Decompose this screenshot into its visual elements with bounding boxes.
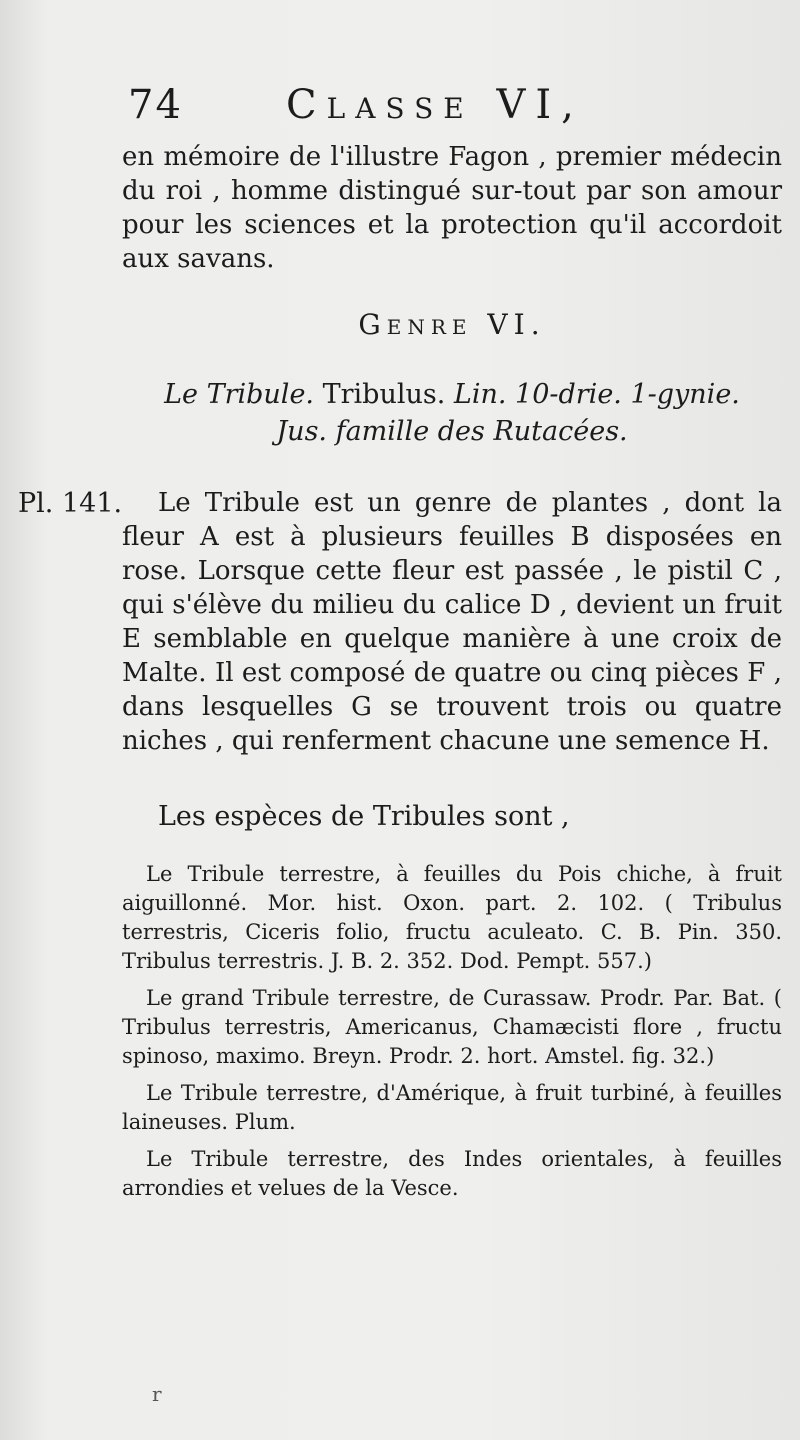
opening-text: en mémoire de l'illustre Fagon , premier médecin du roi , homme distingué sur-tout par son amour pour les sciences et la protection qu'il accordoit aux savans. — [122, 142, 782, 274]
species-entry-1: Le Tribule terrestre, à feuilles du Pois chiche, à fruit aiguillonné. Mor. hist. Oxon. part. 2. 102. ( Tribulus terrestris, Ciceris folio, fructu aculeato. C. B. Pin. 350. Tribulus terrestris. J. B. 2. 352. Dod. Pempt. 557.) — [122, 862, 782, 973]
species-entry-3: Le Tribule terrestre, d'Amérique, à fruit turbiné, à feuilles laineuses. Plum. — [122, 1081, 782, 1134]
running-header — [128, 82, 778, 142]
species-entry-4: Le Tribule terrestre, des Indes orientales, à feuilles arrondies et velues de la Vesce. — [122, 1147, 782, 1200]
species-list — [122, 860, 782, 1211]
species-entry-2: Le grand Tribule terrestre, de Curassaw. Prodr. Par. Bat. ( Tribulus terrestris, Americanus, Chamæcisti flore , fructu spinoso, maximo. Breyn. Prodr. 2. hort. Amstel. fig. 32.) — [122, 986, 782, 1068]
description-paragraph — [122, 486, 782, 758]
genus-title — [122, 376, 782, 450]
species-heading — [122, 800, 782, 834]
species-heading-text: Les espèces de Tribules sont , — [158, 801, 570, 832]
genre-heading: Genre VI. — [358, 308, 546, 341]
genus-title-line-2 — [122, 413, 782, 450]
page-number: 74 — [128, 82, 183, 128]
genus-linnaean: Lin. 10-drie. 1-gynie. — [453, 379, 740, 410]
class-title: Classe VI, — [286, 82, 584, 128]
genus-title-line-1 — [122, 376, 782, 413]
genus-family: Jus. famille des Rutacées. — [276, 416, 628, 447]
stray-mark: r — [152, 1382, 162, 1406]
genus-french-name: Le Tribule. — [164, 379, 315, 410]
genus-latin-name: Tribulus. — [322, 379, 446, 410]
description-text: Le Tribule est un genre de plantes , dont la fleur A est à plusieurs feuilles B disposées en rose. Lorsque cette fleur est passée , le pistil C , qui s'élève du milieu du calice D , devient un fruit E semblable en quelque manière à une croix de Malte. Il est composé de quatre ou cinq pièces F , dans lesquelles G se trouvent trois ou quatre niches , qui renferment chacune une semence H. — [122, 488, 782, 756]
opening-paragraph — [122, 140, 782, 276]
plate-reference: Pl. 141. — [18, 488, 123, 519]
